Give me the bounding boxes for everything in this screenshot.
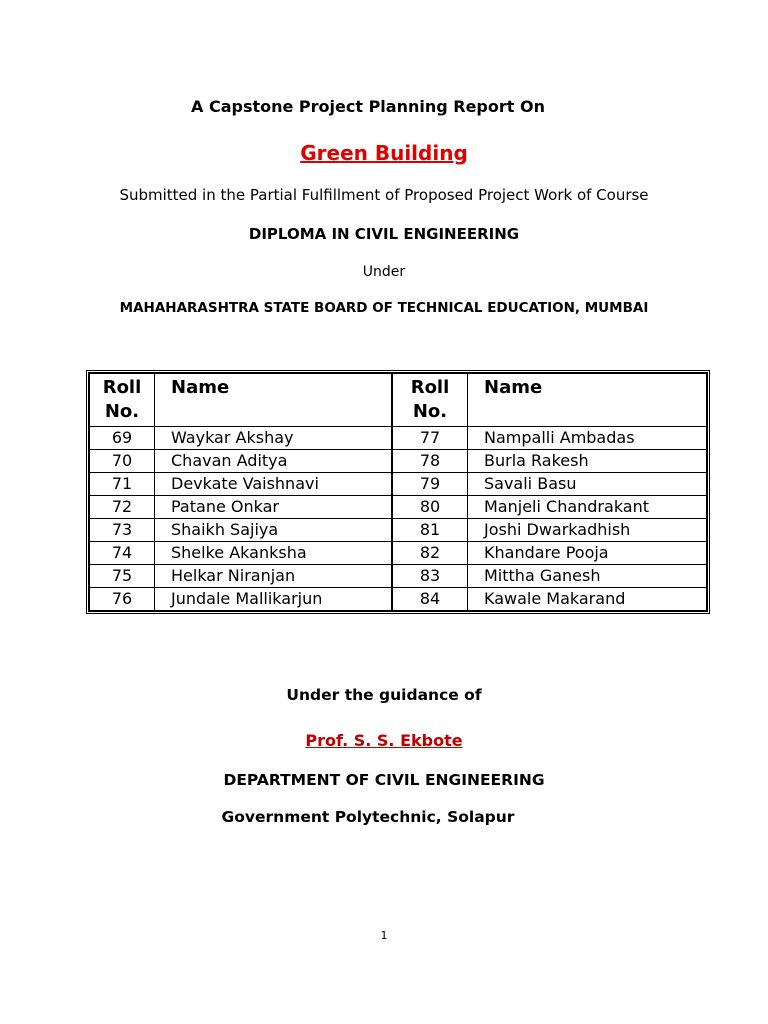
- roll-no-cell: 79: [392, 473, 468, 496]
- roll-no-cell: 84: [392, 588, 468, 611]
- name-cell: Devkate Vaishnavi: [155, 473, 393, 496]
- name-cell: Shelke Akanksha: [155, 542, 393, 565]
- name-cell: Jundale Mallikarjun: [155, 588, 393, 611]
- name-cell: Helkar Niranjan: [155, 565, 393, 588]
- table-row: [90, 427, 707, 450]
- table-row: [90, 519, 707, 542]
- name-cell: Waykar Akshay: [155, 427, 393, 450]
- roll-no-cell: 69: [90, 427, 155, 450]
- name-cell: Manjeli Chandrakant: [468, 496, 707, 519]
- header-name: Name: [468, 374, 707, 427]
- roll-table: [86, 370, 710, 614]
- roll-no-cell: 81: [392, 519, 468, 542]
- roll-no-cell: 78: [392, 450, 468, 473]
- roll-no-cell: 71: [90, 473, 155, 496]
- submitted-statement: Submitted in the Partial Fulfillment of Proposed Project Work of Course: [119, 186, 649, 204]
- table-row: [90, 450, 707, 473]
- roll-no-cell: 74: [90, 542, 155, 565]
- name-cell: Burla Rakesh: [468, 450, 707, 473]
- institute-name: Government Polytechnic, Solapur: [221, 808, 515, 826]
- name-cell: Joshi Dwarkadhish: [468, 519, 707, 542]
- table-row: [90, 473, 707, 496]
- name-cell: Patane Onkar: [155, 496, 393, 519]
- name-cell: Savali Basu: [468, 473, 707, 496]
- name-cell: Kawale Makarand: [468, 588, 707, 611]
- roll-no-cell: 76: [90, 588, 155, 611]
- guide-name: Prof. S. S. Ekbote: [305, 731, 463, 750]
- board-name: MAHAHARASHTRA STATE BOARD OF TECHNICAL EDUCATION, MUMBAI: [119, 300, 649, 316]
- name-cell: Mittha Ganesh: [468, 565, 707, 588]
- name-cell: Chavan Aditya: [155, 450, 393, 473]
- roll-no-cell: 70: [90, 450, 155, 473]
- report-subtitle: A Capstone Project Planning Report On: [191, 97, 545, 116]
- name-cell: Khandare Pooja: [468, 542, 707, 565]
- header-roll-no: Roll No.: [90, 374, 155, 427]
- table-row: [90, 542, 707, 565]
- report-title: Green Building: [300, 141, 468, 165]
- name-cell: Shaikh Sajiya: [155, 519, 393, 542]
- roll-no-cell: 80: [392, 496, 468, 519]
- table-row: [90, 588, 707, 611]
- header-roll-no: Roll No.: [392, 374, 468, 427]
- roll-no-cell: 82: [392, 542, 468, 565]
- roll-no-cell: 77: [392, 427, 468, 450]
- department-name: DEPARTMENT OF CIVIL ENGINEERING: [223, 771, 545, 789]
- course-name: DIPLOMA IN CIVIL ENGINEERING: [248, 225, 520, 243]
- guidance-label: Under the guidance of: [286, 686, 482, 704]
- name-cell: Nampalli Ambadas: [468, 427, 707, 450]
- table-row: [90, 565, 707, 588]
- roll-no-cell: 72: [90, 496, 155, 519]
- header-name: Name: [155, 374, 393, 427]
- table-header-row: [90, 374, 707, 427]
- roll-no-cell: 83: [392, 565, 468, 588]
- page-number: 1: [380, 929, 388, 942]
- under-label: Under: [362, 264, 406, 280]
- roll-no-cell: 73: [90, 519, 155, 542]
- table-row: [90, 496, 707, 519]
- roll-no-cell: 75: [90, 565, 155, 588]
